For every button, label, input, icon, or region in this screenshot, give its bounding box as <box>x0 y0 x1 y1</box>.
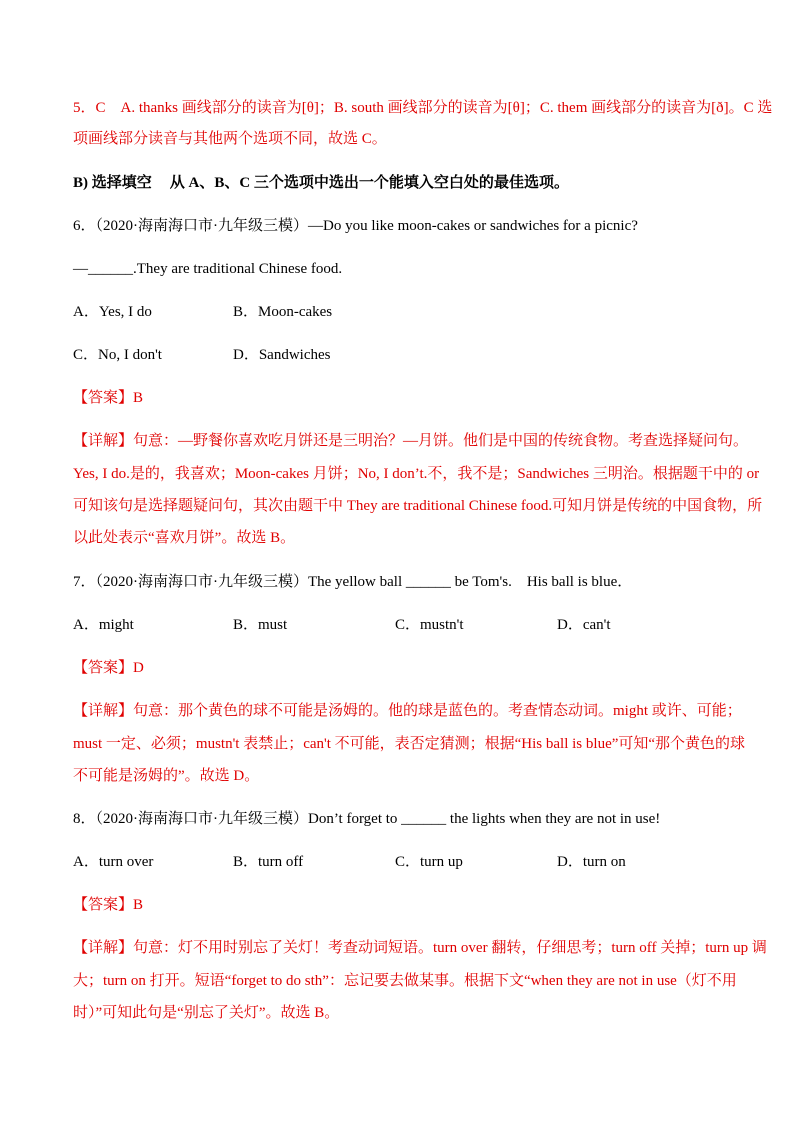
q7-option-d: D．can't <box>557 617 611 633</box>
q8-option-a: A．turn over <box>73 854 154 870</box>
q8-detail-line-1: 【详解】句意：灯不用时别忘了关灯！考查动词短语。turn over 翻转，仔细思考；turn off 关掉；turn up 调 <box>73 940 767 956</box>
q6-stem: 6．（2020·海南海口市·九年级三模）—Do you like moon-cakes or sandwiches for a picnic? <box>73 218 638 234</box>
q6-detail-line-3: 可知该句是选择题疑问句，其次由题干中 They are traditional Chinese food.可知月饼是传统的中国食物，所 <box>73 498 763 514</box>
q7-option-a: A．might <box>73 617 134 633</box>
q8-option-c: C．turn up <box>395 854 463 870</box>
section-b-instruction: 从 A、B、C 三个选项中选出一个能填入空白处的最佳选项。 <box>169 175 569 191</box>
q8-option-b: B．turn off <box>233 854 304 870</box>
q6-answer: 【答案】B <box>73 390 144 406</box>
q5-explanation-line-2: 项画线部分读音与其他两个选项不同，故选 C。 <box>73 131 387 147</box>
section-b-heading <box>73 172 733 194</box>
q7-option-c: C．mustn't <box>395 617 464 633</box>
q8-option-d: D．turn on <box>557 854 626 870</box>
section-b-label: B) 选择填空 <box>73 175 152 191</box>
q6-option-c: C．No, I don't <box>73 347 162 363</box>
q6-option-d: D．Sandwiches <box>233 347 331 363</box>
q8-detail-line-3: 时）”可知此句是“别忘了关灯”。故选 B。 <box>73 1005 340 1021</box>
q6-detail-line-1: 【详解】句意：—野餐你喜欢吃月饼还是三明治？—月饼。他们是中国的传统食物。考查选择疑问句。 <box>73 433 749 449</box>
q6-detail-line-2: Yes, I do.是的，我喜欢；Moon-cakes 月饼；No, I don’t.不，我不是；Sandwiches 三明治。根据题干中的 or <box>73 466 760 482</box>
q6-detail-line-4: 以此处表示“喜欢月饼”。故选 B。 <box>73 530 296 546</box>
q6-option-a: A．Yes, I do <box>73 304 152 320</box>
q7-detail-line-3: 不可能是汤姆的”。故选 D。 <box>73 768 260 784</box>
q7-option-b: B．must <box>233 617 288 633</box>
q8-answer: 【答案】B <box>73 897 144 913</box>
q5-explanation-line-1: 5．C A. thanks 画线部分的读音为[θ]；B. south 画线部分的读音为[θ]；C. them 画线部分的读音为[ð]。C 选 <box>73 100 773 116</box>
q7-detail-line-2: must 一定、必须；mustn't 表禁止；can't 不可能，表否定猜测；根据“His ball is blue”可知“那个黄色的球 <box>73 736 746 752</box>
q7-stem: 7．（2020·海南海口市·九年级三模）The yellow ball ______ be Tom's. His ball is blue． <box>73 574 633 590</box>
q8-stem: 8．（2020·海南海口市·九年级三模）Don’t forget to ______ the lights when they are not in use! <box>73 811 661 827</box>
q6-stem-response: —______.They are traditional Chinese food. <box>73 261 343 277</box>
q7-answer: 【答案】D <box>73 660 144 676</box>
q8-detail-line-2: 大；turn on 打开。短语“forget to do sth”：忘记要去做某事。根据下文“when they are not in use（灯不用 <box>73 973 737 989</box>
q7-detail-line-1: 【详解】句意：那个黄色的球不可能是汤姆的。他的球是蓝色的。考查情态动词。might 或许、可能； <box>73 703 742 719</box>
q6-option-b: B．Moon-cakes <box>233 304 333 320</box>
